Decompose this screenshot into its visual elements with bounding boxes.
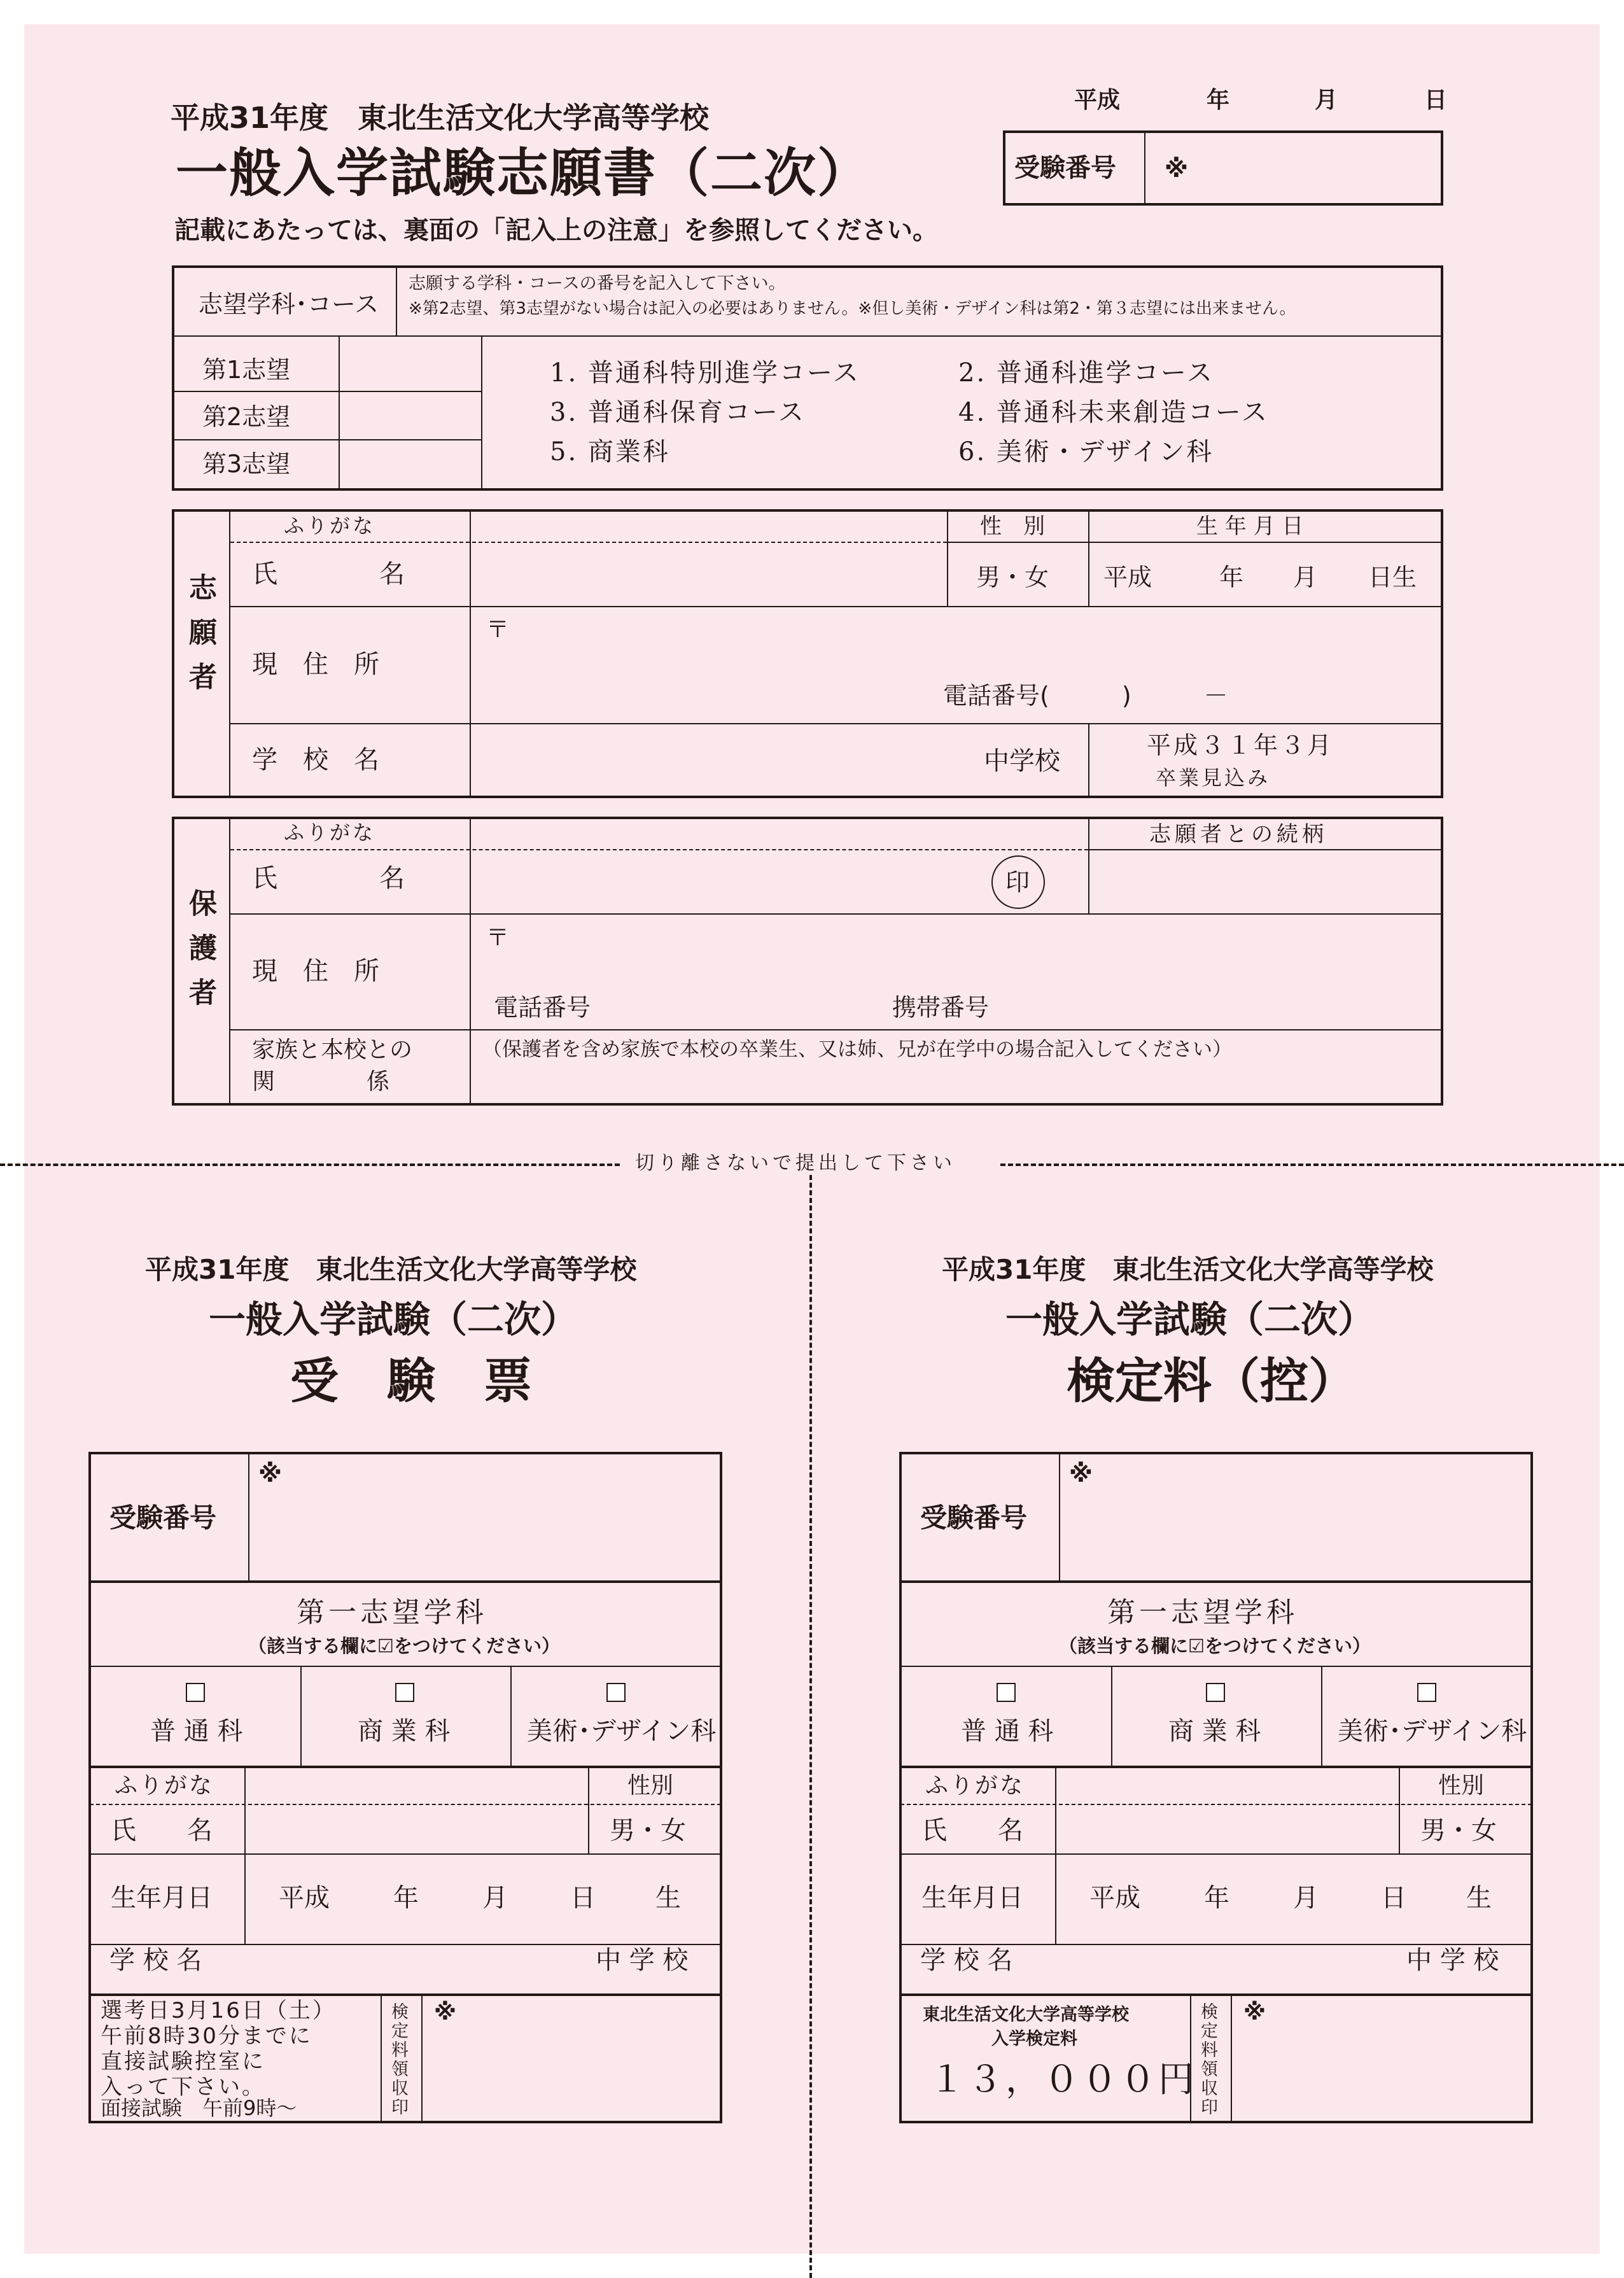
ticket-birth-label: 生年月日 bbox=[111, 1883, 213, 1913]
ticket-subtitle: 受 験 票 bbox=[290, 1353, 532, 1409]
ticket-gender-options[interactable]: 男・女 bbox=[610, 1816, 686, 1845]
course-option-2: 2. 普通科進学コース bbox=[958, 358, 1214, 388]
guardian-mobile-label[interactable]: 携帯番号 bbox=[892, 994, 990, 1022]
ticket-info-line-2: 午前8時30分までに bbox=[101, 2023, 312, 2049]
stub-junior-high-label: 中 学 校 bbox=[1406, 1946, 1499, 1975]
cut-line-vertical bbox=[809, 1175, 812, 2278]
ticket-birth-suffix: 生 bbox=[655, 1883, 681, 1913]
ticket-name-label: 氏 名 bbox=[111, 1816, 213, 1845]
stub-commerce-checkbox[interactable] bbox=[1206, 1683, 1225, 1702]
date-month-label: 月 bbox=[1315, 87, 1338, 113]
applicant-birth-era: 平成 bbox=[1103, 563, 1152, 591]
applicant-school-label: 学 校 名 bbox=[252, 745, 379, 775]
applicant-school-input[interactable] bbox=[472, 726, 956, 796]
applicant-phone-label[interactable]: 電話番号( ) － bbox=[943, 682, 1228, 710]
stub-general-course-checkbox[interactable] bbox=[997, 1683, 1016, 1702]
application-school-year: 平成31年度 東北生活文化大学高等学校 bbox=[171, 101, 710, 135]
stub-birth-label: 生年月日 bbox=[921, 1883, 1023, 1913]
application-title: 一般入学試験志願書（二次） bbox=[176, 143, 871, 204]
ticket-school-input[interactable] bbox=[247, 1946, 591, 1992]
stub-general-course-label: 普 通 科 bbox=[961, 1717, 1054, 1746]
stub-subtitle: 検定料（控） bbox=[1067, 1353, 1357, 1409]
applicant-address-label: 現 住 所 bbox=[252, 650, 379, 679]
cut-line-label: 切り離さないで提出して下さい bbox=[635, 1152, 956, 1174]
relation-input[interactable] bbox=[1091, 852, 1441, 912]
ticket-art-design-checkbox[interactable] bbox=[606, 1683, 626, 1702]
stub-birth-suffix: 生 bbox=[1466, 1883, 1492, 1913]
stub-furigana-label: ふりがな bbox=[925, 1773, 1025, 1799]
applicant-birth-header: 生 年 月 日 bbox=[1196, 514, 1304, 539]
stub-school-input[interactable] bbox=[1058, 1946, 1401, 1992]
guardian-name-input[interactable] bbox=[472, 852, 981, 912]
ticket-school-year: 平成31年度 東北生活文化大学高等学校 bbox=[145, 1254, 637, 1285]
date-era: 平成 bbox=[1074, 87, 1121, 113]
stub-exam-number-mark[interactable]: ※ bbox=[1069, 1459, 1093, 1487]
stub-gender-options[interactable]: 男・女 bbox=[1420, 1816, 1497, 1845]
applicant-birth-day: 日生 bbox=[1368, 563, 1417, 591]
graduation-status: 卒業見込み bbox=[1156, 766, 1271, 790]
stub-fee-school: 東北生活文化大学高等学校 bbox=[923, 2005, 1129, 2025]
applicant-birth-month: 月 bbox=[1293, 563, 1318, 591]
ticket-birth-day: 日 bbox=[570, 1883, 596, 1913]
date-year-label: 年 bbox=[1207, 87, 1230, 113]
applicant-furigana-label: ふりがな bbox=[284, 514, 376, 538]
guardian-address-label: 現 住 所 bbox=[252, 957, 379, 986]
ticket-title: 一般入学試験（二次） bbox=[209, 1298, 578, 1341]
course-option-3: 3. 普通科保育コース bbox=[550, 398, 806, 427]
stub-fee-label: 入学検定料 bbox=[991, 2029, 1077, 2049]
stub-birth-era: 平成 bbox=[1089, 1883, 1140, 1913]
stub-name-label: 氏 名 bbox=[921, 1816, 1023, 1845]
first-choice-input[interactable] bbox=[341, 338, 480, 390]
stub-art-design-label: 美術･デザイン科 bbox=[1338, 1717, 1527, 1746]
graduation-date: 平成３１年３月 bbox=[1147, 731, 1334, 759]
stub-fee-amount: １３，０００円 bbox=[929, 2059, 1196, 2100]
applicant-side-label: 志願者 bbox=[184, 573, 216, 707]
course-instruction: 志願する学科・コースの番号を記入して下さい。 bbox=[409, 274, 786, 293]
course-option-4: 4. 普通科未来創造コース bbox=[958, 398, 1269, 427]
course-option-6: 6. 美術・デザイン科 bbox=[958, 437, 1214, 467]
stub-gender-header: 性別 bbox=[1438, 1773, 1485, 1799]
ticket-exam-number-label: 受験番号 bbox=[109, 1502, 217, 1533]
ticket-furigana-input[interactable] bbox=[247, 1768, 587, 1803]
stub-fee-receipt-label: 検定料領収印 bbox=[1198, 2002, 1217, 2117]
stub-title: 一般入学試験（二次） bbox=[1005, 1298, 1375, 1341]
course-option-1: 1. 普通科特別進学コース bbox=[550, 358, 860, 388]
junior-high-label: 中学校 bbox=[984, 747, 1060, 776]
ticket-birth-year: 年 bbox=[393, 1883, 419, 1913]
stub-school-label: 学 校 名 bbox=[920, 1946, 1013, 1975]
applicant-birth-year: 年 bbox=[1219, 563, 1244, 591]
cut-line-right bbox=[1000, 1164, 1624, 1166]
stub-birth-month: 月 bbox=[1293, 1883, 1319, 1913]
family-relation-label-2: 関 係 bbox=[252, 1069, 390, 1095]
ticket-first-choice-label: 第一志望学科 bbox=[297, 1596, 487, 1629]
applicant-name-input[interactable] bbox=[472, 544, 946, 605]
applicant-name-label: 氏 名 bbox=[252, 559, 405, 589]
ticket-fee-receipt-label: 検定料領収印 bbox=[388, 2002, 408, 2117]
ticket-info-line-1: 選考日3月16日（土） bbox=[101, 1998, 336, 2023]
guardian-name-label: 氏 名 bbox=[252, 864, 405, 893]
guardian-side-label: 保護者 bbox=[184, 889, 216, 1022]
ticket-birth-month: 月 bbox=[482, 1883, 508, 1913]
ticket-art-design-label: 美術･デザイン科 bbox=[527, 1717, 717, 1746]
ticket-info-line-5: 面接試験 午前9時～ bbox=[101, 2096, 297, 2120]
ticket-fee-mark: ※ bbox=[434, 1999, 456, 2025]
ticket-school-label: 学 校 名 bbox=[109, 1946, 202, 1975]
applicant-furigana-input[interactable] bbox=[472, 512, 946, 541]
stub-furigana-input[interactable] bbox=[1058, 1768, 1397, 1803]
ticket-general-course-checkbox[interactable] bbox=[186, 1683, 205, 1702]
applicant-gender-options[interactable]: 男・女 bbox=[976, 563, 1049, 591]
first-choice-label: 第1志望 bbox=[202, 356, 291, 384]
stub-exam-number-label: 受験番号 bbox=[920, 1502, 1028, 1533]
ticket-junior-high-label: 中 学 校 bbox=[596, 1946, 689, 1975]
ticket-birth-era: 平成 bbox=[279, 1883, 330, 1913]
stub-first-choice-label: 第一志望学科 bbox=[1107, 1596, 1298, 1629]
ticket-commerce-checkbox[interactable] bbox=[395, 1683, 414, 1702]
stub-art-design-checkbox[interactable] bbox=[1417, 1683, 1436, 1702]
relation-header: 志願者との続柄 bbox=[1149, 822, 1327, 847]
stub-fee-mark: ※ bbox=[1243, 1999, 1266, 2025]
ticket-exam-number-mark[interactable]: ※ bbox=[258, 1459, 282, 1487]
application-exam-number-label: 受験番号 bbox=[1014, 153, 1116, 183]
stub-name-input[interactable] bbox=[1058, 1806, 1397, 1852]
applicant-postal-mark: 〒 bbox=[486, 617, 510, 643]
applicant-gender-header: 性 別 bbox=[980, 514, 1045, 539]
ticket-info-line-3: 直接試験控室に bbox=[101, 2049, 265, 2074]
third-choice-input[interactable] bbox=[341, 441, 480, 488]
ticket-furigana-label: ふりがな bbox=[115, 1773, 214, 1799]
ticket-info-line-4: 入って下さい。 bbox=[101, 2074, 265, 2100]
guardian-address-input[interactable] bbox=[472, 916, 1441, 986]
stub-check-note: （該当する欄に☑をつけてください） bbox=[1059, 1635, 1371, 1657]
ticket-general-course-label: 普 通 科 bbox=[150, 1717, 243, 1746]
course-instruction-note: ※第2志望、第3志望がない場合は記入の必要はありません。※但し美術・デザイン科は第2・第３志望には出来ません。 bbox=[409, 299, 1296, 318]
applicant-address-input[interactable] bbox=[472, 608, 1441, 685]
guardian-postal-mark: 〒 bbox=[486, 925, 510, 951]
application-note: 記載にあたっては、裏面の「記入上の注意」を参照してください。 bbox=[174, 216, 938, 245]
cut-line-left bbox=[0, 1164, 620, 1166]
family-relation-input[interactable] bbox=[472, 1064, 1441, 1104]
course-section-label: 志望学科･コース bbox=[199, 290, 379, 318]
ticket-gender-header: 性別 bbox=[627, 1773, 674, 1799]
course-option-5: 5. 商業科 bbox=[550, 437, 670, 467]
ticket-name-input[interactable] bbox=[247, 1806, 587, 1852]
ticket-check-note: （該当する欄に☑をつけてください） bbox=[248, 1635, 560, 1657]
stub-birth-year: 年 bbox=[1204, 1883, 1229, 1913]
second-choice-label: 第2志望 bbox=[202, 403, 291, 431]
guardian-furigana-input[interactable] bbox=[472, 819, 1087, 848]
application-exam-number-mark[interactable]: ※ bbox=[1165, 155, 1188, 183]
third-choice-label: 第3志望 bbox=[202, 450, 291, 478]
seal-label: 印 bbox=[1005, 868, 1030, 896]
stub-birth-day: 日 bbox=[1381, 1883, 1406, 1913]
family-relation-label-1: 家族と本校との bbox=[252, 1037, 413, 1063]
family-relation-note: （保護者を含め家族で本校の卒業生、又は姉、兄が在学中の場合記入してください） bbox=[482, 1038, 1232, 1061]
ticket-commerce-label: 商 業 科 bbox=[358, 1717, 451, 1746]
date-day-label: 日 bbox=[1424, 87, 1448, 113]
guardian-phone-label[interactable]: 電話番号 bbox=[494, 994, 591, 1022]
stub-commerce-label: 商 業 科 bbox=[1168, 1717, 1261, 1746]
guardian-furigana-label: ふりがな bbox=[284, 820, 376, 845]
second-choice-input[interactable] bbox=[341, 393, 480, 439]
stub-school-year: 平成31年度 東北生活文化大学高等学校 bbox=[942, 1254, 1434, 1285]
